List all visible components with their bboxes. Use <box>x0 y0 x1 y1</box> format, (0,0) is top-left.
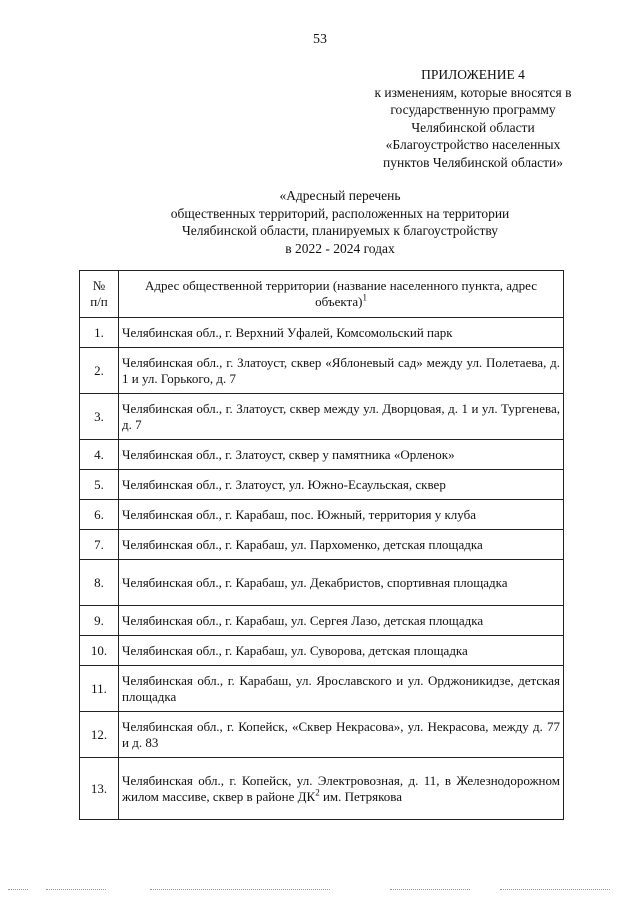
header-number-line1: № <box>92 278 106 293</box>
address-table <box>79 270 564 820</box>
table-row <box>80 348 564 394</box>
table-row <box>80 560 564 606</box>
row-address: Челябинская обл., г. Карабаш, ул. Пархоменко, детская площадка <box>119 530 564 560</box>
row-number: 4. <box>80 440 119 470</box>
title-line: в 2022 - 2024 годах <box>285 240 395 256</box>
table-row <box>80 712 564 758</box>
row-address <box>119 758 564 820</box>
footer-rule <box>150 889 330 890</box>
row-number: 9. <box>80 606 119 636</box>
row-address: Челябинская обл., г. Златоуст, сквер «Яблоневый сад» между ул. Полетаева, д. 1 и ул. Горького, д. 7 <box>119 348 564 394</box>
header-number <box>80 271 119 318</box>
table-row <box>80 636 564 666</box>
table-row <box>80 530 564 560</box>
footer-rule <box>8 889 28 890</box>
footer-rule <box>46 889 106 890</box>
table-row <box>80 470 564 500</box>
row-number: 13. <box>80 758 119 820</box>
row-address-part1: Челябинская обл., г. Копейск, ул. Электровозная, д. 11, в Железнодорожном жилом массиве, сквер в районе ДК <box>122 772 560 804</box>
footer-rule <box>500 889 610 890</box>
appendix-line: государственную программу <box>390 102 556 117</box>
table-row <box>80 500 564 530</box>
title-line: «Адресный перечень <box>279 188 401 203</box>
footer-rule <box>390 889 470 890</box>
header-number-line2: п/п <box>90 294 108 309</box>
row-address: Челябинская обл., г. Златоуст, ул. Южно-Есаульская, сквер <box>119 470 564 500</box>
row-number: 3. <box>80 394 119 440</box>
row-number: 8. <box>80 560 119 606</box>
table-row <box>80 606 564 636</box>
table-row <box>80 318 564 348</box>
row-address: Челябинская обл., г. Карабаш, ул. Сергея Лазо, детская площадка <box>119 606 564 636</box>
appendix-header <box>360 66 586 171</box>
appendix-line: к изменениям, которые вносятся в <box>374 84 572 100</box>
table-row <box>80 666 564 712</box>
row-address-part2: им. Петрякова <box>319 788 403 804</box>
row-number: 2. <box>80 348 119 394</box>
footnote-marker: 1 <box>362 292 367 303</box>
row-number: 5. <box>80 470 119 500</box>
row-address: Челябинская обл., г. Карабаш, пос. Южный, территория у клуба <box>119 500 564 530</box>
row-number: 12. <box>80 712 119 758</box>
header-address <box>119 271 564 318</box>
row-number: 1. <box>80 318 119 348</box>
row-number: 7. <box>80 530 119 560</box>
list-title <box>90 187 590 257</box>
row-address: Челябинская обл., г. Златоуст, сквер между ул. Дворцовая, д. 1 и ул. Тургенева, д. 7 <box>119 394 564 440</box>
row-address: Челябинская обл., г. Карабаш, ул. Ярославского и ул. Орджоникидзе, детская площадка <box>119 666 564 712</box>
row-number: 11. <box>80 666 119 712</box>
table-row <box>80 394 564 440</box>
row-number: 10. <box>80 636 119 666</box>
title-line: общественных территорий, расположенных на территории <box>170 205 510 221</box>
row-address: Челябинская обл., г. Карабаш, ул. Декабристов, спортивная площадка <box>119 560 564 606</box>
row-address: Челябинская обл., г. Копейск, «Сквер Некрасова», ул. Некрасова, между д. 77 и д. 83 <box>119 712 564 758</box>
row-address: Челябинская обл., г. Карабаш, ул. Суворова, детская площадка <box>119 636 564 666</box>
appendix-line: ПРИЛОЖЕНИЕ 4 <box>421 67 525 82</box>
table-row <box>80 758 564 820</box>
footnote-marker: 2 <box>315 787 320 798</box>
appendix-line: пунктов Челябинской области» <box>383 154 563 170</box>
appendix-line: «Благоустройство населенных <box>385 137 561 152</box>
page-number: 53 <box>313 32 327 47</box>
row-address: Челябинская обл., г. Златоуст, сквер у памятника «Орленок» <box>119 440 564 470</box>
table-row <box>80 440 564 470</box>
table-header-row <box>80 271 564 318</box>
row-number: 6. <box>80 500 119 530</box>
row-address: Челябинская обл., г. Верхний Уфалей, Комсомольский парк <box>119 318 564 348</box>
title-line: Челябинской области, планируемых к благоустройству <box>181 223 499 238</box>
appendix-line: Челябинской области <box>411 119 535 135</box>
header-address-text: Адрес общественной территории (название населенного пункта, адрес объекта) <box>145 278 537 309</box>
